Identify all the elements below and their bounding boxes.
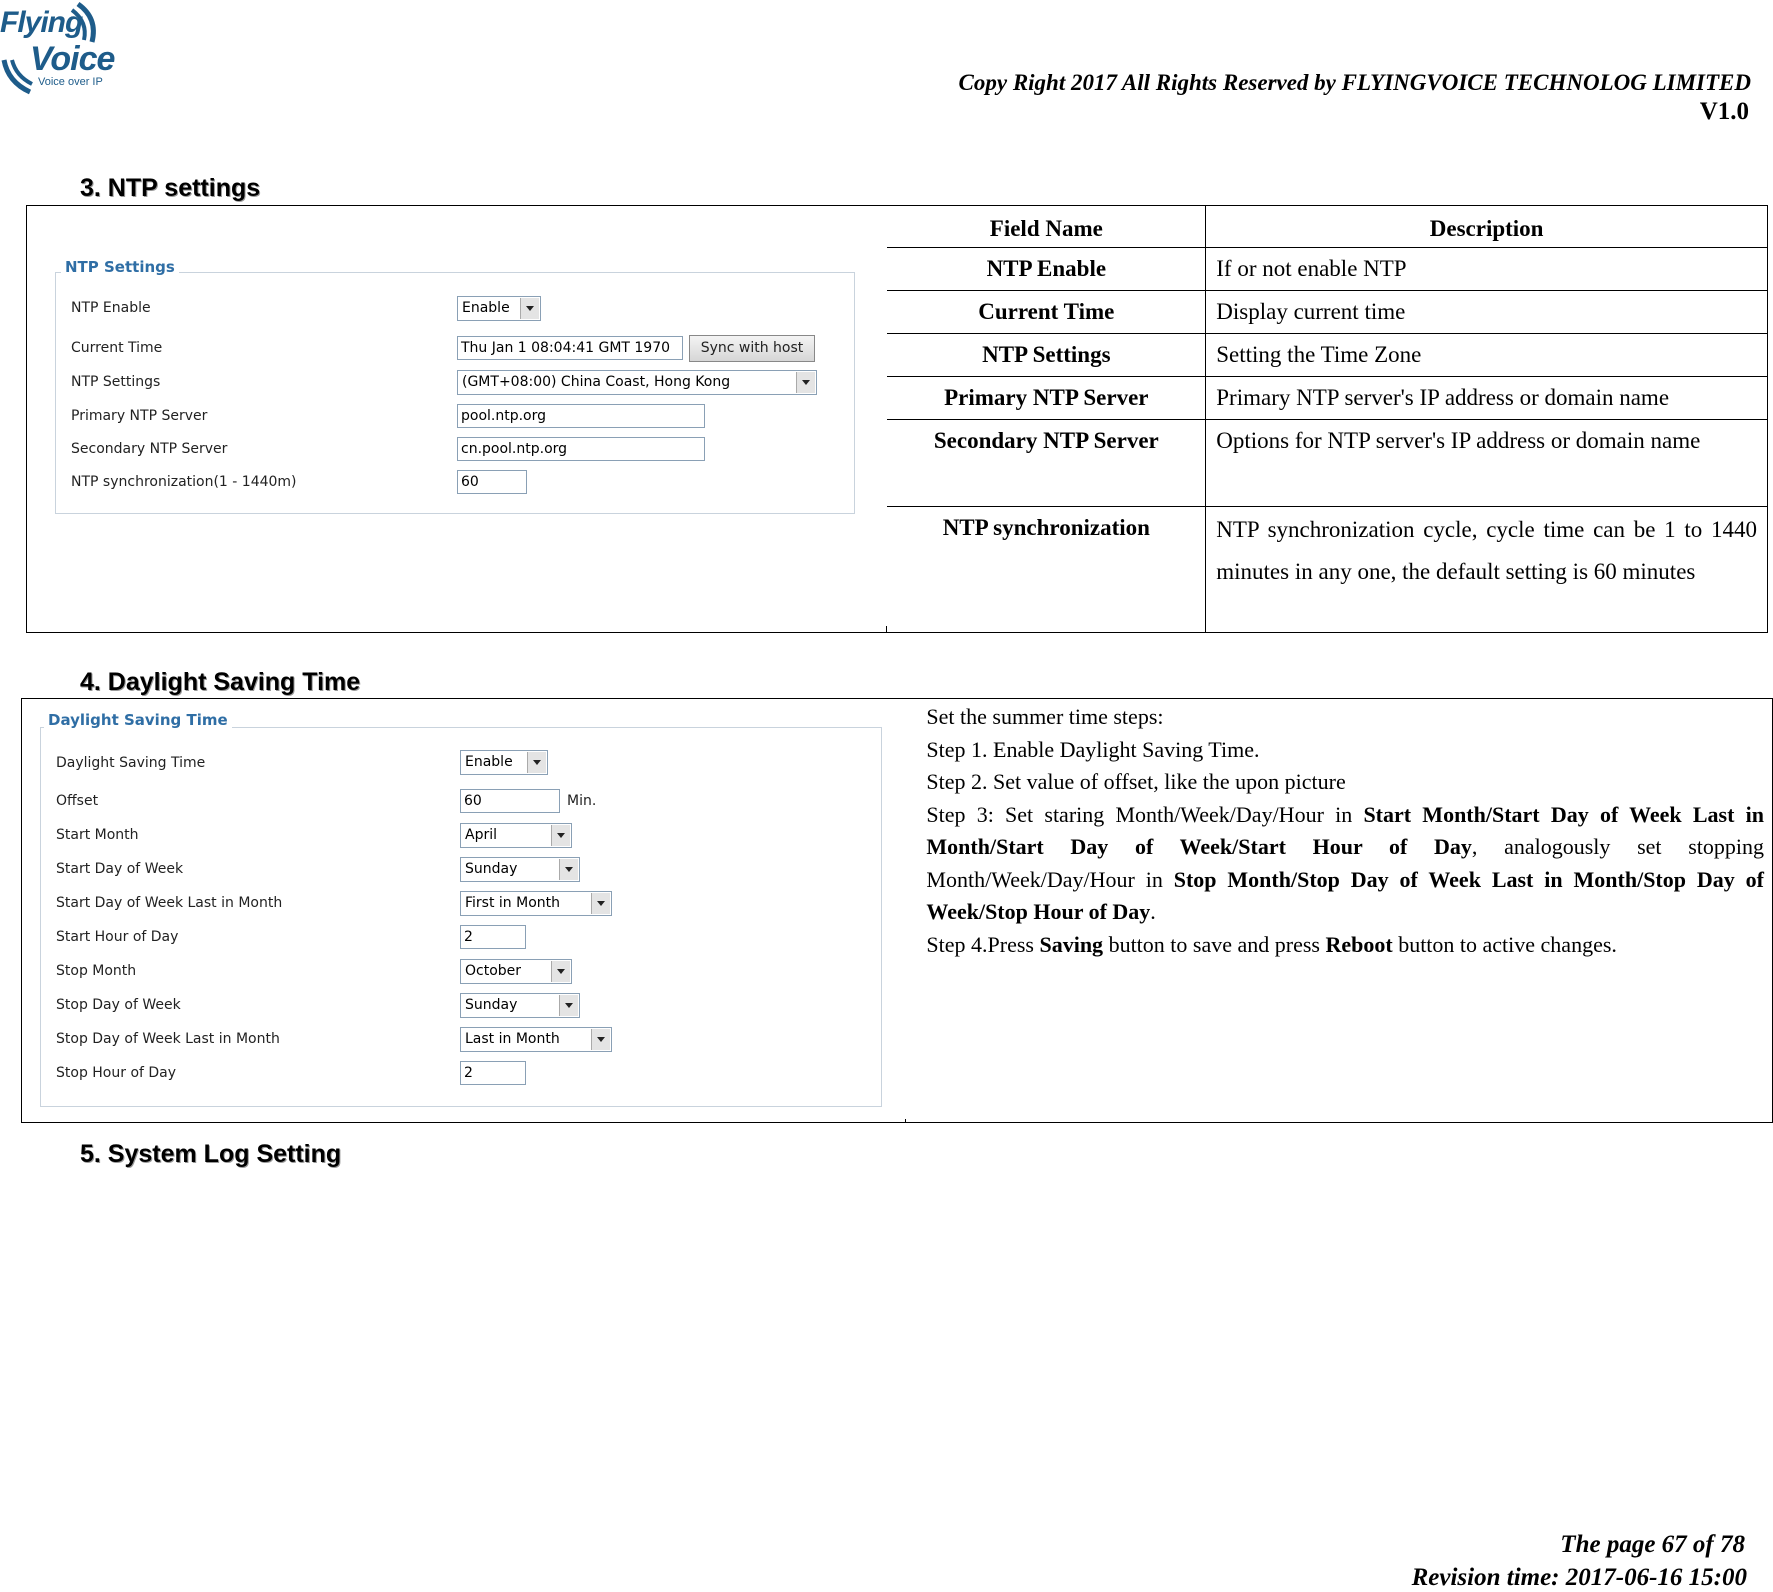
dst-screenshot-cell	[22, 699, 906, 1123]
field-name-cell: NTP Enable	[887, 248, 1206, 291]
stop-hour-input[interactable]: 2	[460, 1061, 526, 1085]
dst-step3-text-e: .	[1150, 899, 1156, 924]
col-header-field-name: Field Name	[887, 206, 1206, 248]
description-cell: Display current time	[1206, 291, 1768, 334]
dst-step1: Step 1. Enable Daylight Saving Time.	[926, 736, 1260, 762]
dst-step3-text-c: , analogously set stopping Month/Week/Day/Hour in	[926, 834, 1764, 892]
page-number: The page 67 of 78	[1560, 1531, 1745, 1558]
start-last-label: Start Day of Week Last in Month	[56, 895, 283, 911]
ntp-settings-label: NTP Settings	[71, 374, 161, 390]
description-cell: NTP synchronization cycle, cycle time can be 1 to 1440 minutes in any one, the default setting is 60 minutes	[1206, 507, 1768, 633]
field-name-cell: NTP synchronization	[887, 507, 1206, 633]
start-hour-label: Start Hour of Day	[56, 929, 179, 945]
dst-step3-stop-fields: Stop Month/Stop Day of Week Last in Month/Stop Day of Week/Stop Hour of Day	[926, 866, 1764, 924]
offset-input[interactable]: 60	[460, 789, 560, 813]
ntp-sync-label: NTP synchronization(1 - 1440m)	[71, 474, 297, 490]
sync-with-host-button[interactable]: Sync with host	[689, 335, 815, 362]
chevron-down-icon	[527, 752, 546, 773]
chevron-down-icon	[559, 995, 578, 1016]
start-dow-select[interactable]	[460, 857, 580, 882]
dst-section-heading: 4. Daylight Saving Time	[80, 668, 361, 696]
dst-intro-line: Set the summer time steps:	[926, 704, 1164, 729]
syslog-section-heading: 5. System Log Setting	[80, 1140, 342, 1168]
start-month-label: Start Month	[56, 827, 139, 843]
dst-step3-text-a: Step 3: Set staring Month/Week/Day/Hour in	[926, 801, 1364, 827]
stop-last-value: Last in Month	[465, 1031, 560, 1047]
dst-legend: Daylight Saving Time	[44, 711, 232, 729]
dst-step2: Step 2. Set value of offset, like the upon picture	[926, 769, 1346, 794]
chevron-down-icon	[520, 298, 539, 319]
revision-time: Revision time: 2017-06-16 15:00	[1411, 1564, 1747, 1591]
start-hour-input[interactable]: 2	[460, 925, 526, 949]
field-name-cell: NTP Settings	[887, 334, 1206, 377]
dst-step4-text-c: button to save and press	[1103, 931, 1326, 957]
ntp-enable-select[interactable]	[457, 296, 541, 321]
primary-ntp-label: Primary NTP Server	[71, 408, 208, 424]
current-time-field[interactable]: Thu Jan 1 08:04:41 GMT 1970	[457, 336, 683, 360]
description-cell: Primary NTP server's IP address or domain name	[1206, 377, 1768, 420]
description-cell: If or not enable NTP	[1206, 248, 1768, 291]
dst-instructions	[906, 699, 1773, 1123]
dst-step3	[926, 799, 1764, 929]
ntp-section-heading: 3. NTP settings	[80, 174, 261, 202]
ntp-screenshot-cell	[27, 206, 887, 633]
current-time-label: Current Time	[71, 340, 163, 356]
dst-table	[21, 698, 1773, 1123]
dst-enable-value: Enable	[465, 754, 513, 770]
logo-text-voice: Voice	[30, 40, 115, 78]
ntp-enable-label: NTP Enable	[71, 300, 151, 316]
primary-ntp-input[interactable]: pool.ntp.org	[457, 404, 705, 428]
stop-month-label: Stop Month	[56, 963, 137, 979]
stop-month-value: October	[465, 963, 522, 979]
stop-hour-label: Stop Hour of Day	[56, 1065, 177, 1081]
dst-step4-reboot: Reboot	[1325, 931, 1393, 957]
ntp-sync-input[interactable]: 60	[457, 470, 527, 494]
dst-step4-text-e: button to active changes.	[1392, 931, 1617, 957]
secondary-ntp-label: Secondary NTP Server	[71, 441, 228, 457]
timezone-select[interactable]	[457, 370, 817, 395]
ntp-table	[26, 205, 1768, 633]
timezone-value: (GMT+08:00) China Coast, Hong Kong	[462, 374, 731, 390]
description-cell: Options for NTP server's IP address or domain name	[1206, 420, 1768, 507]
ntp-enable-value: Enable	[462, 300, 510, 316]
dst-enable-label: Daylight Saving Time	[56, 755, 206, 771]
start-dow-label: Start Day of Week	[56, 861, 184, 877]
dst-step4	[926, 929, 1764, 962]
copyright-notice: Copy Right 2017 All Rights Reserved by FLYINGVOICE TECHNOLOG LIMITED	[958, 70, 1751, 95]
stop-last-select[interactable]	[460, 1027, 612, 1052]
chevron-down-icon	[559, 859, 578, 880]
start-month-select[interactable]	[460, 823, 572, 848]
description-cell: Setting the Time Zone	[1206, 334, 1768, 377]
chevron-down-icon	[796, 372, 815, 393]
stop-dow-label: Stop Day of Week	[56, 997, 181, 1013]
flyingvoice-logo	[0, 0, 115, 100]
col-header-description: Description	[1206, 206, 1768, 248]
field-name-cell: Secondary NTP Server	[887, 420, 1206, 507]
dst-step3-start-fields: Start Month/Start Day of Week Last in Month/Start Day of Week/Start Hour of Day	[926, 801, 1764, 859]
logo-tagline: Voice over IP	[38, 76, 103, 88]
offset-label: Offset	[56, 793, 99, 809]
stop-last-label: Stop Day of Week Last in Month	[56, 1031, 280, 1047]
chevron-down-icon	[591, 893, 610, 914]
chevron-down-icon	[551, 961, 570, 982]
start-last-value: First in Month	[465, 895, 561, 911]
logo-text-flying: Flying	[0, 6, 83, 39]
stop-dow-value: Sunday	[465, 997, 518, 1013]
start-last-select[interactable]	[460, 891, 612, 916]
offset-unit: Min.	[567, 793, 597, 809]
chevron-down-icon	[551, 825, 570, 846]
ntp-settings-panel	[27, 206, 887, 626]
secondary-ntp-input[interactable]: cn.pool.ntp.org	[457, 437, 705, 461]
start-month-value: April	[465, 827, 497, 843]
dst-enable-select[interactable]	[460, 750, 548, 775]
dst-settings-panel	[22, 699, 906, 1119]
field-name-cell: Current Time	[887, 291, 1206, 334]
document-version: V1.0	[1699, 98, 1749, 125]
dst-step4-saving: Saving	[1039, 931, 1104, 957]
dst-step4-text-a: Step 4.Press	[926, 931, 1040, 957]
start-dow-value: Sunday	[465, 861, 518, 877]
chevron-down-icon	[591, 1029, 610, 1050]
ntp-legend: NTP Settings	[61, 258, 179, 276]
stop-month-select[interactable]	[460, 959, 572, 984]
field-name-cell: Primary NTP Server	[887, 377, 1206, 420]
stop-dow-select[interactable]	[460, 993, 580, 1018]
